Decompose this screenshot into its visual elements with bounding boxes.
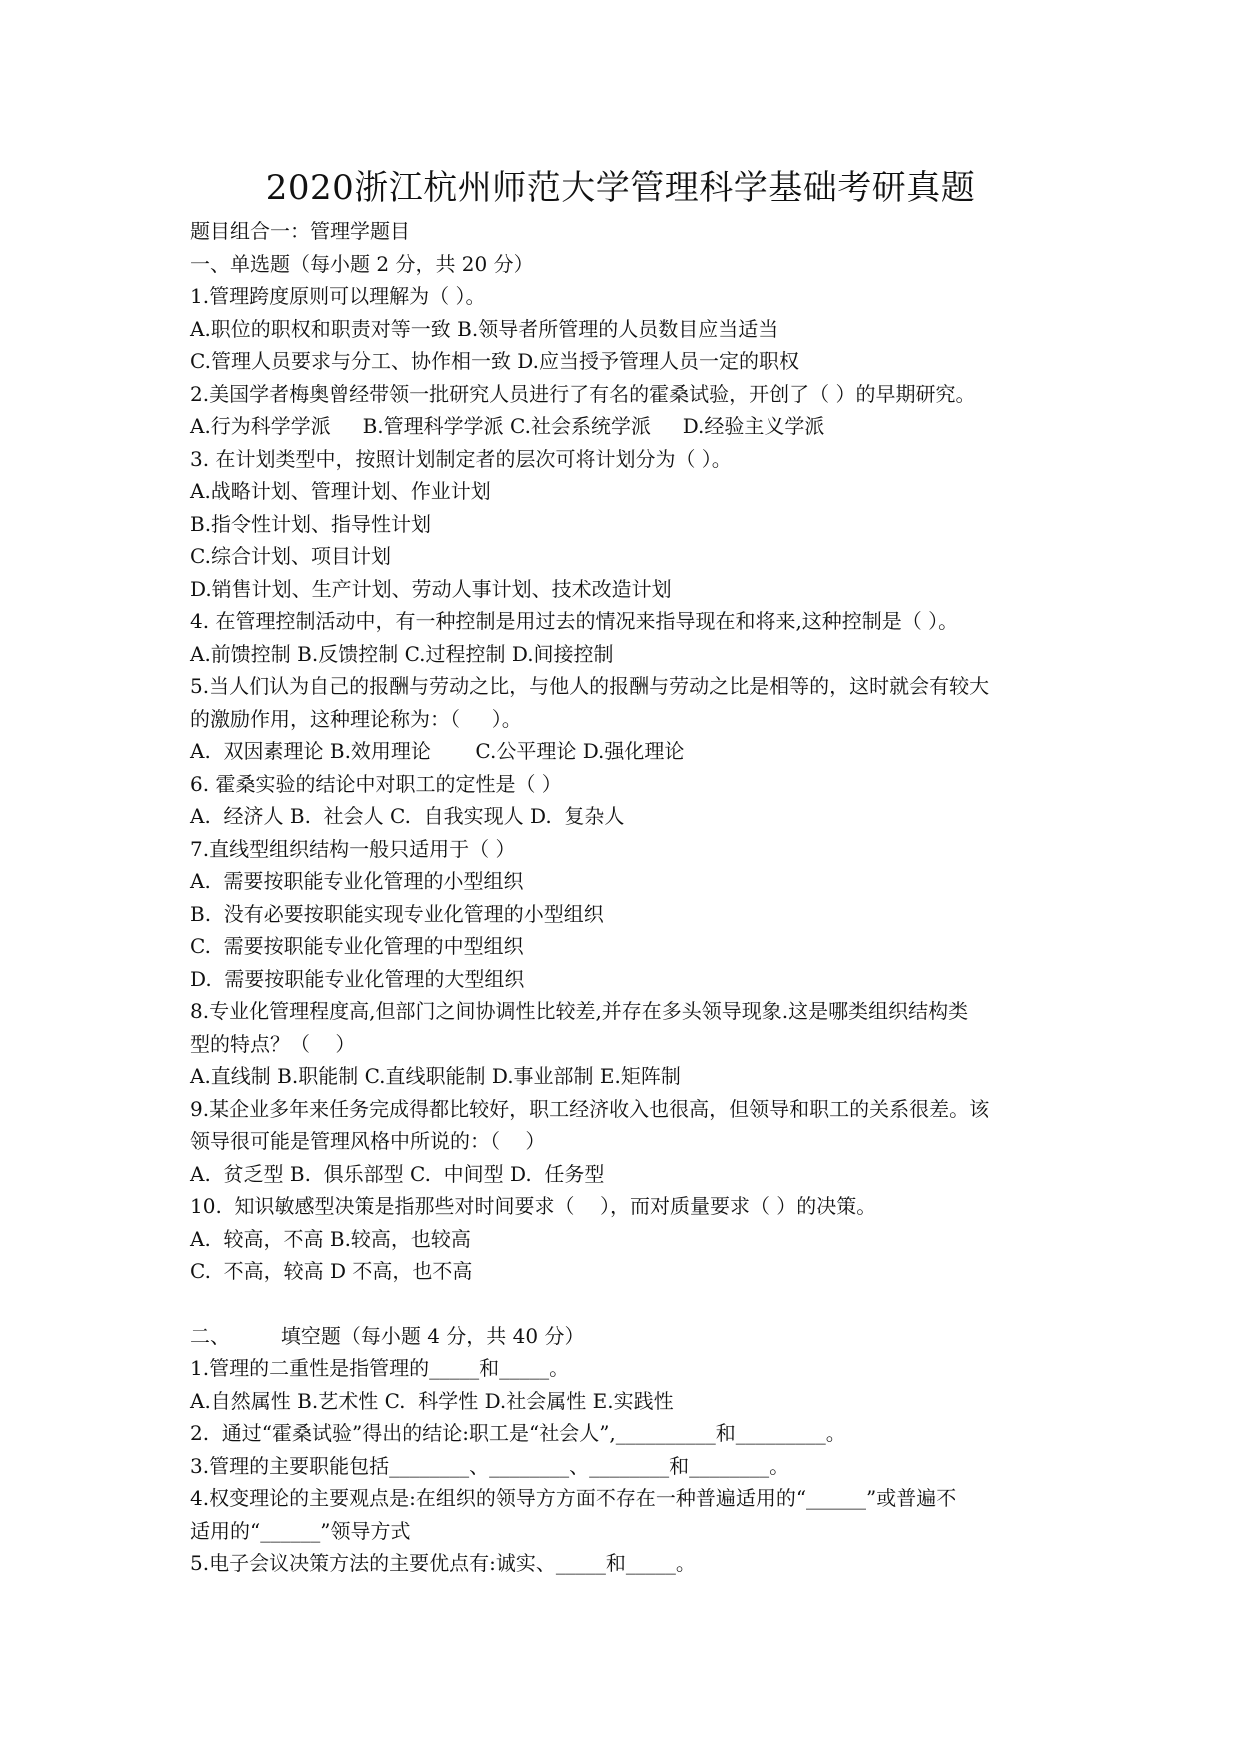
text-line: B. 没有必要按职能实现专业化管理的小型组织 [190, 901, 604, 926]
text-line: A.直线制 B.职能制 C.直线职能制 D.事业部制 E.矩阵制 [190, 1064, 681, 1088]
text-line: 领导很可能是管理风格中所说的：（ ） [190, 1129, 546, 1153]
text-line: 4. 在管理控制活动中，有一种控制是用过去的情况来指导现在和将来,这种控制是（ ）。 [190, 609, 959, 633]
text-line: C. 不高，较高 D 不高，也不高 [190, 1259, 473, 1283]
text-line: 的激励作用，这种理论称为：（ ）。 [190, 706, 522, 731]
text-line: D. 需要按职能专业化管理的大型组织 [190, 966, 525, 991]
text-line: A.自然属性 B.艺术性 C. 科学性 D.社会属性 E.实践性 [190, 1388, 674, 1413]
document-body [190, 215, 1070, 1580]
text-line: 3.管理的主要职能包括________、________、________和________。 [190, 1453, 790, 1478]
text-line: 3. 在计划类型中，按照计划制定者的层次可将计划分为（ ）。 [190, 446, 732, 471]
text-line: 4.权变理论的主要观点是:在组织的领导方方面不存在一种普遍适用的“______”或普遍不 [190, 1486, 957, 1510]
text-line: 5.当人们认为自己的报酬与劳动之比，与他人的报酬与劳动之比是相等的，这时就会有较大 [190, 674, 990, 698]
text-line: A.行为科学学派 B.管理科学学派 C.社会系统学派 D.经验主义学派 [190, 414, 825, 438]
text-line: A. 需要按职能专业化管理的小型组织 [190, 869, 524, 893]
text-line: 2.美国学者梅奥曾经带领一批研究人员进行了有名的霍桑试验，开创了（ ）的早期研究。 [190, 381, 976, 406]
text-line: 9.某企业多年来任务完成得都比较好，职工经济收入也很高，但领导和职工的关系很差。该 [190, 1096, 990, 1121]
text-line: 8.专业化管理程度高,但部门之间协调性比较差,并存在多头领导现象.这是哪类组织结构类 [190, 999, 969, 1023]
text-line: A.职位的职权和职责对等一致 B.领导者所管理的人员数目应当适当 [190, 316, 779, 341]
document-title: 2020浙江杭州师范大学管理科学基础考研真题 [265, 168, 976, 208]
text-line: A.战略计划、管理计划、作业计划 [190, 479, 491, 503]
text-line: B.指令性计划、指导性计划 [190, 511, 432, 536]
text-line: A. 双因素理论 B.效用理论 C.公平理论 D.强化理论 [190, 739, 685, 763]
text-line: A.前馈控制 B.反馈控制 C.过程控制 D.间接控制 [190, 641, 614, 666]
text-line: 2. 通过“霍桑试验”得出的结论:职工是“社会人”,__________和_________。 [190, 1421, 846, 1445]
text-line: 1.管理的二重性是指管理的_____和_____。 [190, 1356, 570, 1380]
text-line: A. 贫乏型 B. 俱乐部型 C. 中间型 D. 任务型 [190, 1161, 605, 1186]
text-line: 适用的“______”领导方式 [190, 1518, 411, 1543]
text-line: A. 经济人 B. 社会人 C. 自我实现人 D. 复杂人 [190, 804, 625, 828]
text-line: C.管理人员要求与分工、协作相一致 D.应当授予管理人员一定的职权 [190, 349, 799, 373]
group-heading: 题目组合一：管理学题目 [190, 219, 410, 243]
text-line: 1.管理跨度原则可以理解为（ ）。 [190, 284, 486, 308]
text-line: 型的特点？（ ） [190, 1031, 356, 1056]
text-line: 10. 知识敏感型决策是指那些对时间要求（ ），而对质量要求（ ）的决策。 [190, 1194, 877, 1218]
text-line: C.综合计划、项目计划 [190, 544, 391, 568]
text-line: 6. 霍桑实验的结论中对职工的定性是（ ） [190, 771, 562, 796]
text-line: 7.直线型组织结构一般只适用于（ ） [190, 836, 516, 861]
text-line: 5.电子会议决策方法的主要优点有:诚实、_____和_____。 [190, 1551, 696, 1575]
text-line: C. 需要按职能专业化管理的中型组织 [190, 934, 524, 958]
section-heading: 一、单选题（每小题 2 分，共 20 分） [190, 251, 534, 276]
section-spacer [190, 1288, 1070, 1320]
text-line: D.销售计划、生产计划、劳动人事计划、技术改造计划 [190, 576, 672, 601]
text-line: A. 较高，不高 B.较高，也较高 [190, 1226, 471, 1251]
section-heading: 二、 填空题（每小题 4 分，共 40 分） [190, 1323, 585, 1348]
